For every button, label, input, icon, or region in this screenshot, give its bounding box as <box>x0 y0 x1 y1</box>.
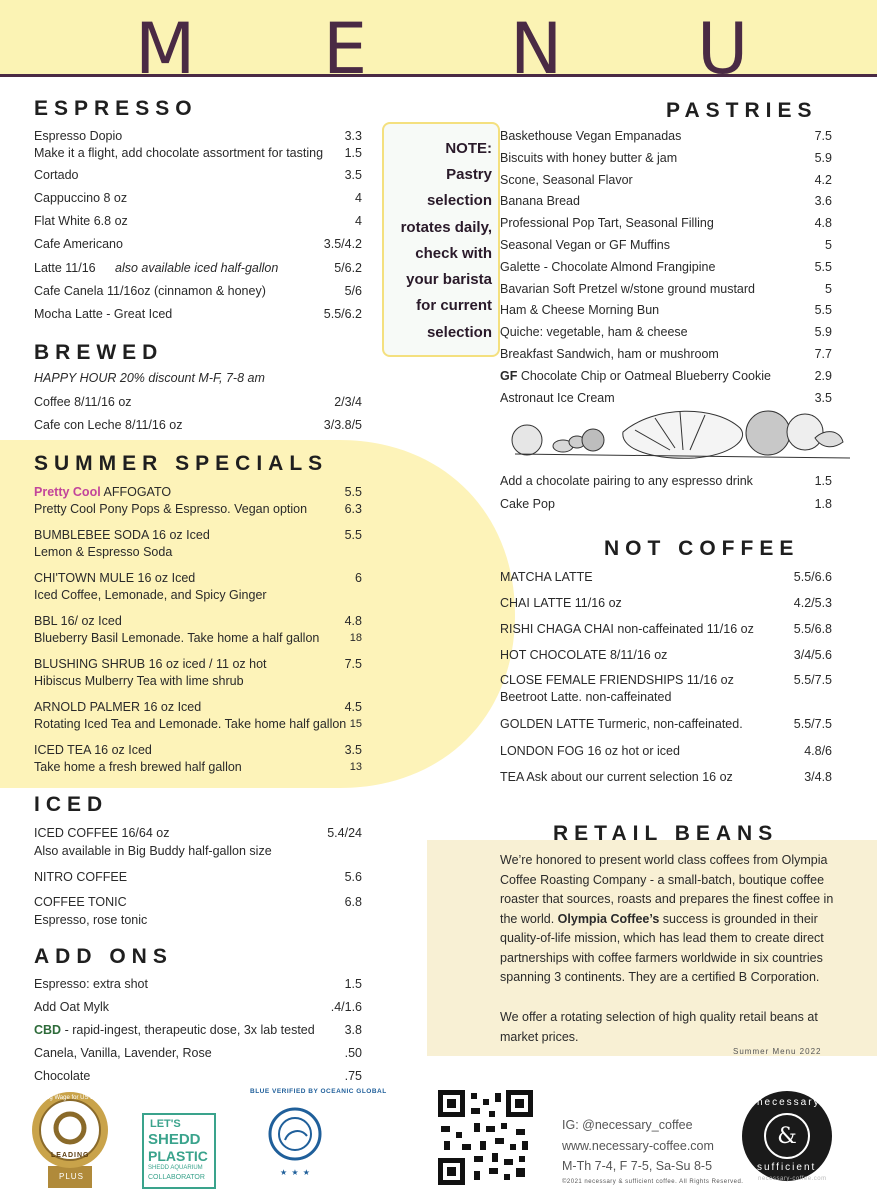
menu-item-price: 3.5 <box>344 743 362 757</box>
title-letter-m: M <box>135 8 196 90</box>
blue-verified-text: BLUE VERIFIED BY OCEANIC GLOBAL <box>250 1088 387 1095</box>
retail-beans-heading: RETAIL BEANS <box>553 822 779 845</box>
menu-item-price: 6 <box>355 571 362 585</box>
menu-item-price: 7.7 <box>814 347 832 361</box>
menu-item-name: ARNOLD PALMER 16 oz Iced <box>34 700 202 714</box>
pastry-note <box>382 122 500 357</box>
pastries-heading: PASTRIES <box>666 99 818 122</box>
menu-item-price: 5.5/6.6 <box>793 570 832 584</box>
retail-text: success is grounded in their quality-of-life mission, which has lead them to create direct partnerships with coffee farmers worldwide in six countries spanning 3 continents. They are a certified B Corporation. <box>500 911 824 984</box>
espresso-heading: ESPRESSO <box>34 97 198 120</box>
menu-item-description: Iced Coffee, Lemonade, and Spicy Ginger <box>34 588 267 602</box>
menu-item-price: 3.5/4.2 <box>323 237 362 251</box>
menu-item-price: 5.5 <box>344 485 362 499</box>
menu-item-name: Quiche: vegetable, ham & cheese <box>500 325 688 340</box>
menu-item-name: Add a chocolate pairing to any espresso drink <box>500 474 753 488</box>
note-line: check with <box>415 245 492 262</box>
season-label: Summer Menu 2022 <box>733 1047 822 1056</box>
menu-item-name: Cafe con Leche 8/11/16 oz <box>34 418 183 432</box>
menu-item-price: 5.5/7.5 <box>793 673 832 687</box>
menu-item-price: 4.5 <box>344 700 362 714</box>
note-line: Pastry <box>446 166 492 183</box>
menu-item-name: Chocolate Chip or Oatmeal Blueberry Cookie <box>517 368 771 383</box>
menu-item-price: 7.5 <box>814 129 832 143</box>
note-line: for current <box>416 297 492 314</box>
menu-item-name: Canela, Vanilla, Lavender, Rose <box>34 1046 212 1060</box>
menu-item-price: 3.5 <box>814 390 832 405</box>
menu-item-price: 3.3 <box>344 129 362 143</box>
menu-item <box>500 369 771 384</box>
menu-item-name: Banana Bread <box>500 194 580 209</box>
menu-banner <box>0 0 877 90</box>
note-line: selection <box>426 192 492 209</box>
menu-item-price: 3/4/5.6 <box>793 648 832 662</box>
menu-item-price: 3.5 <box>344 168 362 182</box>
menu-item-price: 4 <box>355 214 362 228</box>
menu-item-description: Take home a fresh brewed half gallon <box>34 760 242 774</box>
menu-item-price: 5.5 <box>814 259 832 274</box>
menu-item-note: also available iced half-gallon <box>115 261 279 275</box>
menu-item-name: HOT CHOCOLATE 8/11/16 oz <box>500 648 668 662</box>
menu-item-price: 2.9 <box>814 368 832 383</box>
retail-text: We’re honored to present world class coffees from Olympia Coffee Roasting Company - a small-batch, boutique coffee roaster that sources, roasts and prepares the finest coffee in the world. <box>500 853 834 926</box>
living-wage-level: LEADING <box>51 1152 90 1159</box>
menu-item-name: Cake Pop <box>500 497 555 511</box>
menu-item-name: Mocha Latte - Great Iced <box>34 307 173 321</box>
menu-item-name: Latte 11/16 <box>34 261 96 275</box>
menu-item-name: Espresso: extra shot <box>34 977 148 991</box>
menu-item-name: Coffee 8/11/16 oz <box>34 395 132 409</box>
menu-item-name: BUMBLEBEE SODA 16 oz Iced <box>34 528 210 542</box>
menu-item-price: 5 <box>825 238 832 252</box>
menu-item-name: ICED COFFEE 16/64 oz <box>34 826 170 840</box>
menu-item-price: 5/6 <box>344 284 362 298</box>
menu-item-price: 6.3 <box>344 502 362 516</box>
menu-item-price: 5.5 <box>814 303 832 318</box>
shedd-text: SHEDD AQUARIUM <box>148 1165 203 1171</box>
cbd-label: CBD <box>34 1023 62 1037</box>
menu-item-name: COFFEE TONIC <box>34 895 127 909</box>
menu-item-name: BLUSHING SHRUB 16 oz iced / 11 oz hot <box>34 657 267 671</box>
menu-item-name: Cafe Americano <box>34 237 123 251</box>
menu-item-description: Espresso, rose tonic <box>34 913 148 927</box>
shedd-text: PLASTIC <box>148 1148 208 1164</box>
menu-item-price: 15 <box>349 718 362 730</box>
menu-item-name: Biscuits with honey butter & jam <box>500 150 678 165</box>
menu-item-price: 2/3/4 <box>334 395 362 409</box>
menu-item-name: LONDON FOG 16 oz hot or iced <box>500 744 680 758</box>
menu-item-description: Beetroot Latte. non-caffeinated <box>500 690 672 704</box>
menu-item-price: 5/6.2 <box>334 261 362 275</box>
title-letter-u: U <box>697 8 749 90</box>
blue-verified-stars: ★ ★ ★ <box>280 1168 311 1177</box>
menu-item-name: Add Oat Mylk <box>34 1000 110 1014</box>
menu-item-name: AFFOGATO <box>103 485 172 499</box>
menu-item-name: CHI'TOWN MULE 16 oz Iced <box>34 571 196 585</box>
menu-item-price: 5.9 <box>814 150 832 165</box>
menu-item-name: Bavarian Soft Pretzel w/stone ground mustard <box>500 281 755 296</box>
menu-item-price: .50 <box>344 1046 362 1060</box>
happy-hour-note: HAPPY HOUR 20% discount M-F, 7-8 am <box>34 371 265 385</box>
menu-item-name: Cortado <box>34 168 79 182</box>
menu-item-name: Scone, Seasonal Flavor <box>500 172 633 187</box>
qr-code[interactable] <box>438 1090 533 1185</box>
menu-item-name: BBL 16/ oz Iced <box>34 614 122 628</box>
menu-item-name: Chocolate <box>34 1069 91 1083</box>
menu-item-price: 7.5 <box>344 657 362 671</box>
menu-item-price: 1.5 <box>344 146 362 160</box>
title-letter-e: E <box>323 8 368 90</box>
menu-item-name: Professional Pop Tart, Seasonal Filling <box>500 216 714 231</box>
brand-pretty-cool: Pretty Cool <box>34 485 101 499</box>
menu-item-price: 5.9 <box>814 325 832 340</box>
menu-item-name: Ham & Cheese Morning Bun <box>500 303 660 318</box>
living-wage-tier: PLUS <box>59 1172 84 1181</box>
menu-item-price: 4 <box>355 191 362 205</box>
website-link[interactable]: www.necessary-coffee.com <box>562 1139 714 1153</box>
shedd-plastic-badge <box>142 1113 216 1189</box>
menu-item-price: 5.6 <box>344 870 362 884</box>
menu-item-price: 5.5/6.2 <box>323 307 362 321</box>
menu-item-price: 3/4.8 <box>804 770 832 784</box>
menu-item-price: 4.2/5.3 <box>793 596 832 610</box>
note-line: NOTE: <box>445 140 492 157</box>
menu-item-price: .4/1.6 <box>330 1000 362 1014</box>
menu-item-description: Rotating Iced Tea and Lemonade. Take home half gallon <box>34 717 347 731</box>
menu-item-price: 4.2 <box>814 172 832 187</box>
note-line: selection <box>426 324 492 341</box>
summer-specials-heading: SUMMER SPECIALS <box>34 452 329 475</box>
pastry-illustration <box>505 400 850 470</box>
affogato-item <box>34 485 171 500</box>
menu-item-description: Also available in Big Buddy half-gallon size <box>34 844 272 858</box>
menu-item-price: 5.4/24 <box>327 826 362 840</box>
menu-item-name: NITRO COFFEE <box>34 870 128 884</box>
menu-item-name: - rapid-ingest, therapeutic dose, 3x lab tested <box>61 1023 315 1037</box>
shedd-text: LET'S <box>150 1118 181 1130</box>
menu-item-price: 4.8/6 <box>804 744 832 758</box>
logo-text-bottom: sufficient <box>757 1162 817 1173</box>
menu-item-name: CHAI LATTE 11/16 oz <box>500 596 622 610</box>
menu-item-price: 1.5 <box>344 977 362 991</box>
menu-item-price: 5.5 <box>344 528 362 542</box>
retail-paragraph-1 <box>500 851 835 988</box>
menu-item-name: Espresso Dopio <box>34 129 123 143</box>
menu-item-name: Cappuccino 8 oz <box>34 191 128 205</box>
shedd-text: SHEDD <box>148 1131 201 1148</box>
menu-item-description: Blueberry Basil Lemonade. Take home a half gallon <box>34 631 320 645</box>
copyright-text: ©2021 necessary & sufficient coffee. All Rights Reserved. <box>562 1179 744 1185</box>
menu-item <box>34 1023 315 1038</box>
menu-item-price: 1.8 <box>814 497 832 511</box>
title-letter-n: N <box>510 8 563 90</box>
menu-item-price: 4.8 <box>344 614 362 628</box>
menu-item-price: 5.5/6.8 <box>793 622 832 636</box>
menu-item-name: RISHI CHAGA CHAI non-caffeinated 11/16 oz <box>500 622 754 636</box>
menu-item-price: .75 <box>344 1069 362 1083</box>
menu-item-price: 3.8 <box>344 1023 362 1037</box>
menu-item-name: Galette - Chocolate Almond Frangipine <box>500 259 716 274</box>
note-line: your barista <box>406 271 492 288</box>
menu-item-price: 3/3.8/5 <box>323 418 362 432</box>
brewed-heading: BREWED <box>34 341 164 364</box>
menu-item-price: 3.6 <box>814 194 832 209</box>
menu-item-name: Astronaut Ice Cream <box>500 390 615 405</box>
menu-item-price: 4.8 <box>814 216 832 231</box>
menu-item-name: Breakfast Sandwich, ham or mushroom <box>500 347 719 361</box>
svg-text:&: & <box>777 1124 797 1149</box>
menu-item-name: MATCHA LATTE <box>500 570 593 584</box>
gf-label: GF <box>500 368 518 383</box>
menu-item-price: 5 <box>825 281 832 296</box>
menu-item-name: Make it a flight, add chocolate assortment for tasting <box>34 146 324 160</box>
not-coffee-heading: NOT COFFEE <box>604 537 800 560</box>
logo-text-top: necessary <box>757 1097 821 1108</box>
menu-item-price: 1.5 <box>814 474 832 488</box>
menu-item-name: Flat White 6.8 oz <box>34 214 128 228</box>
iced-heading: ICED <box>34 793 109 816</box>
menu-item-description: Pretty Cool Pony Pops & Espresso. Vegan option <box>34 502 308 516</box>
menu-item-name: Cafe Canela 11/16oz (cinnamon & honey) <box>34 284 266 298</box>
menu-item-price: 6.8 <box>344 895 362 909</box>
logo-text-web: necessary-coffee.com <box>758 1176 827 1182</box>
menu-item-price: 13 <box>349 761 362 773</box>
menu-item-description: Hibiscus Mulberry Tea with lime shrub <box>34 674 244 688</box>
add-ons-heading: ADD ONS <box>34 945 173 968</box>
menu-item-price: 18 <box>349 632 362 644</box>
menu-item-name: ICED TEA 16 oz Iced <box>34 743 152 757</box>
retail-paragraph-2: We offer a rotating selection of high quality retail beans at market prices. <box>500 1010 818 1044</box>
note-line: rotates daily, <box>400 219 492 236</box>
menu-item-name: CLOSE FEMALE FRIENDSHIPS 11/16 oz <box>500 673 734 687</box>
menu-item-name: Seasonal Vegan or GF Muffins <box>500 238 671 252</box>
menu-item-name: GOLDEN LATTE Turmeric, non-caffeinated. <box>500 717 743 731</box>
olympia-coffee-name: Olympia Coffee’s <box>557 911 660 926</box>
instagram-handle[interactable]: IG: @necessary_coffee <box>562 1118 693 1132</box>
shedd-text: COLLABORATOR <box>148 1174 205 1181</box>
living-wage-text: Living Wage for US Employer <box>37 1095 116 1101</box>
menu-item-price: 5.5/7.5 <box>793 717 832 731</box>
menu-item-description: Lemon & Espresso Soda <box>34 545 173 559</box>
menu-item-name: Baskethouse Vegan Empanadas <box>500 129 682 143</box>
store-hours: M-Th 7-4, F 7-5, Sa-Su 8-5 <box>562 1159 713 1173</box>
menu-item-name: TEA Ask about our current selection 16 oz <box>500 770 733 784</box>
